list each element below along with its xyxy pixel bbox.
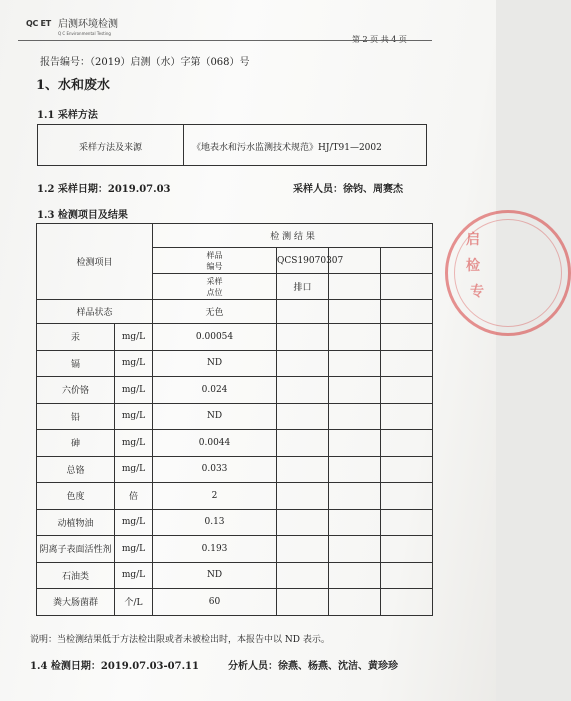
- table-row: [37, 456, 433, 483]
- result-unit: mg/L: [115, 456, 153, 483]
- empty-cell: [381, 377, 433, 404]
- sampling-method-value: 《地表水和污水监测技术规范》HJ/T91—2002: [192, 143, 382, 153]
- empty-cell: [329, 324, 381, 351]
- state-label: 样品状态: [37, 300, 153, 324]
- empty-cell: [381, 248, 433, 274]
- result-item: 色度: [37, 483, 115, 510]
- result-item: 汞: [37, 324, 115, 351]
- stamp-glyph: 检: [466, 258, 480, 274]
- company-subtitle: Q C Environmental Testing: [58, 31, 111, 36]
- empty-cell: [329, 377, 381, 404]
- empty-cell: [277, 589, 329, 616]
- result-value: ND: [153, 350, 277, 377]
- result-value: 60: [153, 589, 277, 616]
- result-unit: mg/L: [115, 377, 153, 404]
- sampling-method-box: [37, 124, 427, 166]
- result-unit: mg/L: [115, 536, 153, 563]
- result-item: 动植物油: [37, 509, 115, 536]
- empty-cell: [381, 324, 433, 351]
- result-unit: mg/L: [115, 430, 153, 457]
- empty-cell: [329, 483, 381, 510]
- empty-cell: [381, 350, 433, 377]
- empty-cell: [277, 430, 329, 457]
- state-value: 无色: [153, 300, 277, 324]
- result-item: 粪大肠菌群: [37, 589, 115, 616]
- table-row: [37, 509, 433, 536]
- result-unit: 倍: [115, 483, 153, 510]
- result-item: 六价铬: [37, 377, 115, 404]
- result-value: 0.0044: [153, 430, 277, 457]
- site-label: 采样点位: [153, 274, 277, 300]
- col-header-item: 检测项目: [37, 224, 153, 300]
- empty-cell: [381, 589, 433, 616]
- table-row: [37, 562, 433, 589]
- empty-cell: [381, 430, 433, 457]
- empty-cell: [381, 456, 433, 483]
- sample-id-value: QCS19070307: [277, 248, 329, 274]
- empty-cell: [277, 350, 329, 377]
- company-name: 启测环境检测: [58, 19, 118, 30]
- result-value: 0.00054: [153, 324, 277, 351]
- result-item: 砷: [37, 430, 115, 457]
- sample-id-label: 样品编号: [153, 248, 277, 274]
- box-divider: [183, 125, 184, 165]
- empty-cell: [329, 589, 381, 616]
- empty-cell: [277, 456, 329, 483]
- result-unit: mg/L: [115, 324, 153, 351]
- table-row: [37, 483, 433, 510]
- result-value: ND: [153, 403, 277, 430]
- note-text: 说明：当检测结果低于方法检出限或者未被检出时，本报告中以 ND 表示。: [30, 635, 330, 645]
- result-item: 总铬: [37, 456, 115, 483]
- empty-cell: [329, 300, 381, 324]
- empty-cell: [381, 274, 433, 300]
- result-unit: 个/L: [115, 589, 153, 616]
- empty-cell: [381, 403, 433, 430]
- report-number: 报告编号：（2019）启测（水）字第（068）号: [40, 57, 250, 68]
- empty-cell: [277, 324, 329, 351]
- table-row: [37, 324, 433, 351]
- empty-cell: [277, 536, 329, 563]
- section-title: 1、水和废水: [36, 78, 111, 93]
- result-value: 0.033: [153, 456, 277, 483]
- empty-cell: [329, 509, 381, 536]
- result-value: 2: [153, 483, 277, 510]
- empty-cell: [277, 509, 329, 536]
- site-value: 排口: [277, 274, 329, 300]
- result-value: 0.193: [153, 536, 277, 563]
- result-value: 0.13: [153, 509, 277, 536]
- result-item: 镉: [37, 350, 115, 377]
- analysts: 分析人员：徐燕、杨燕、沈洁、黄珍珍: [228, 661, 398, 672]
- empty-cell: [381, 483, 433, 510]
- empty-cell: [381, 300, 433, 324]
- empty-cell: [329, 403, 381, 430]
- empty-cell: [329, 430, 381, 457]
- table-row: [37, 403, 433, 430]
- result-item: 铅: [37, 403, 115, 430]
- samplers: 采样人员：徐钧、周赛杰: [293, 184, 403, 195]
- analysis-date: 1.4 检测日期：2019.07.03-07.11: [30, 661, 199, 672]
- result-value: ND: [153, 562, 277, 589]
- result-unit: mg/L: [115, 509, 153, 536]
- result-item: 阴离子表面活性剂: [37, 536, 115, 563]
- sampling-method-label: 采样方法及来源: [78, 143, 142, 153]
- table-row: [37, 430, 433, 457]
- table-row: [37, 536, 433, 563]
- empty-cell: [277, 300, 329, 324]
- empty-cell: [329, 536, 381, 563]
- stamp-glyph: 启: [466, 232, 480, 248]
- table-row: [37, 589, 433, 616]
- result-unit: mg/L: [115, 562, 153, 589]
- empty-cell: [329, 456, 381, 483]
- sampling-date: 1.2 采样日期：2019.07.03: [37, 184, 171, 195]
- result-unit: mg/L: [115, 403, 153, 430]
- company-seal-stamp: [445, 210, 571, 336]
- empty-cell: [277, 403, 329, 430]
- result-item: 石油类: [37, 562, 115, 589]
- empty-cell: [329, 350, 381, 377]
- result-value: 0.024: [153, 377, 277, 404]
- empty-cell: [381, 536, 433, 563]
- empty-cell: [277, 377, 329, 404]
- col-header-results: 检 测 结 果: [153, 224, 433, 248]
- page-number: 第 2 页 共 4 页: [352, 35, 407, 44]
- stamp-glyph: 专: [470, 284, 484, 300]
- empty-cell: [381, 509, 433, 536]
- result-unit: mg/L: [115, 350, 153, 377]
- empty-cell: [277, 483, 329, 510]
- results-table: [36, 223, 433, 616]
- sampling-method-heading: 1.1 采样方法: [37, 110, 98, 121]
- table-row: [37, 377, 433, 404]
- header-divider: [18, 40, 432, 41]
- empty-cell: [329, 562, 381, 589]
- empty-cell: [381, 562, 433, 589]
- empty-cell: [329, 274, 381, 300]
- logo-mark: QC ET: [26, 19, 51, 28]
- empty-cell: [277, 562, 329, 589]
- table-row: [37, 350, 433, 377]
- results-heading: 1.3 检测项目及结果: [37, 210, 128, 221]
